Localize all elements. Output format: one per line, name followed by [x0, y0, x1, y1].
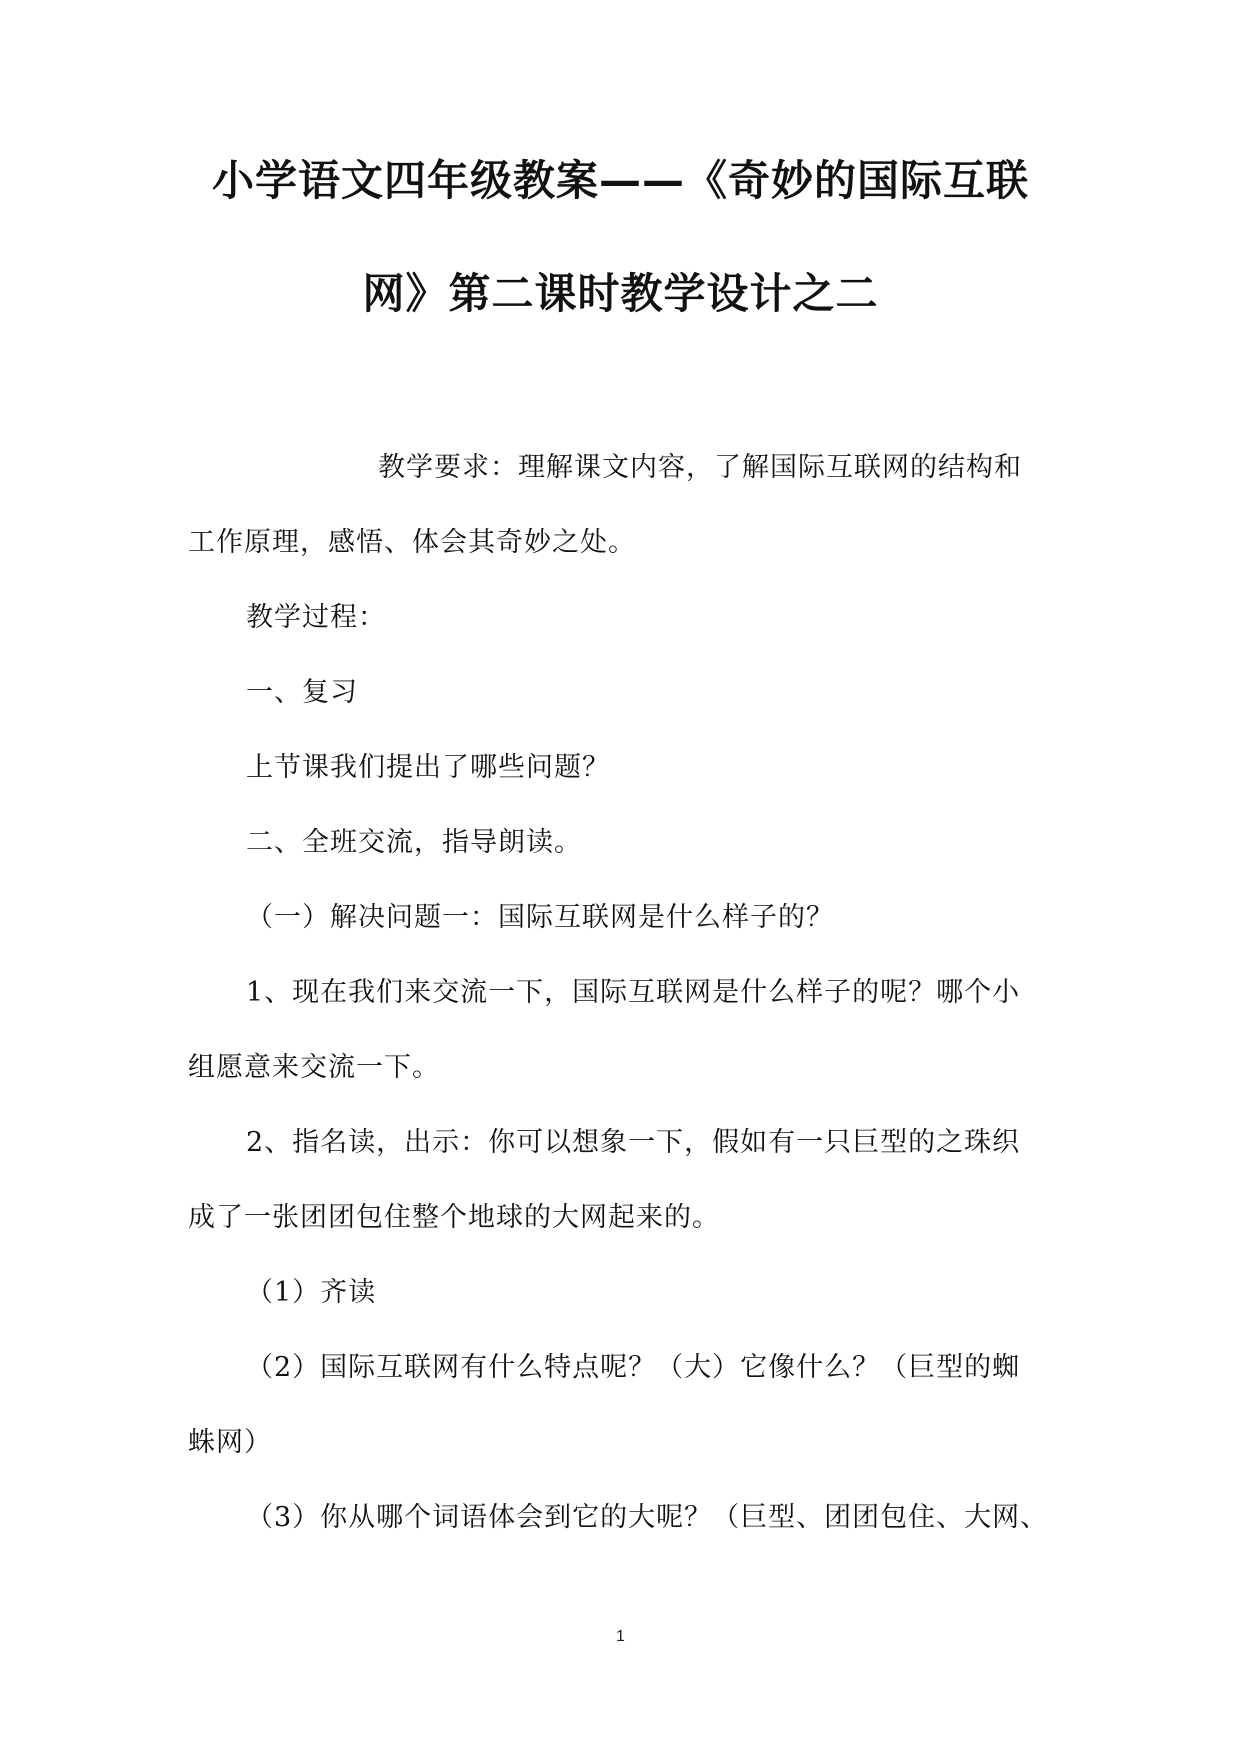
sub-item-1: （1）齐读 — [246, 1277, 377, 1308]
document-title-line-2: 网》第二课时教学设计之二 — [362, 269, 879, 318]
list-item-1-continued: 组愿意来交流一下。 — [188, 1052, 440, 1083]
paragraph-review-question: 上节课我们提出了哪些问题？ — [246, 752, 610, 783]
subsection-heading-problem-one: （一）解决问题一：国际互联网是什么样子的？ — [246, 902, 834, 933]
list-item-2: 2、指名读，出示：你可以想象一下，假如有一只巨型的之珠织 — [246, 1127, 1021, 1158]
paragraph-teaching-requirements-continued: 工作原理，感悟、体会其奇妙之处。 — [188, 527, 636, 558]
list-item-1: 1、现在我们来交流一下，国际互联网是什么样子的呢？哪个小 — [246, 977, 1021, 1008]
paragraph-teaching-process: 教学过程： — [246, 602, 386, 633]
sub-item-3: （3）你从哪个词语体会到它的大呢？（巨型、团团包住、大网、 — [246, 1502, 1049, 1533]
document-title-line-1: 小学语文四年级教案——《奇妙的国际互联 — [211, 156, 1029, 205]
list-item-2-continued: 成了一张团团包住整个地球的大网起来的。 — [188, 1202, 720, 1233]
sub-item-2: （2）国际互联网有什么特点呢？（大）它像什么？（巨型的蜘 — [246, 1352, 1021, 1383]
section-heading-review: 一、复习 — [246, 677, 358, 708]
page-number: 1 — [616, 1628, 625, 1645]
sub-item-2-continued: 蛛网） — [188, 1427, 272, 1458]
paragraph-teaching-requirements: 教学要求：理解课文内容，了解国际互联网的结构和 — [378, 452, 1022, 483]
section-heading-class-discussion: 二、全班交流，指导朗读。 — [246, 827, 582, 858]
